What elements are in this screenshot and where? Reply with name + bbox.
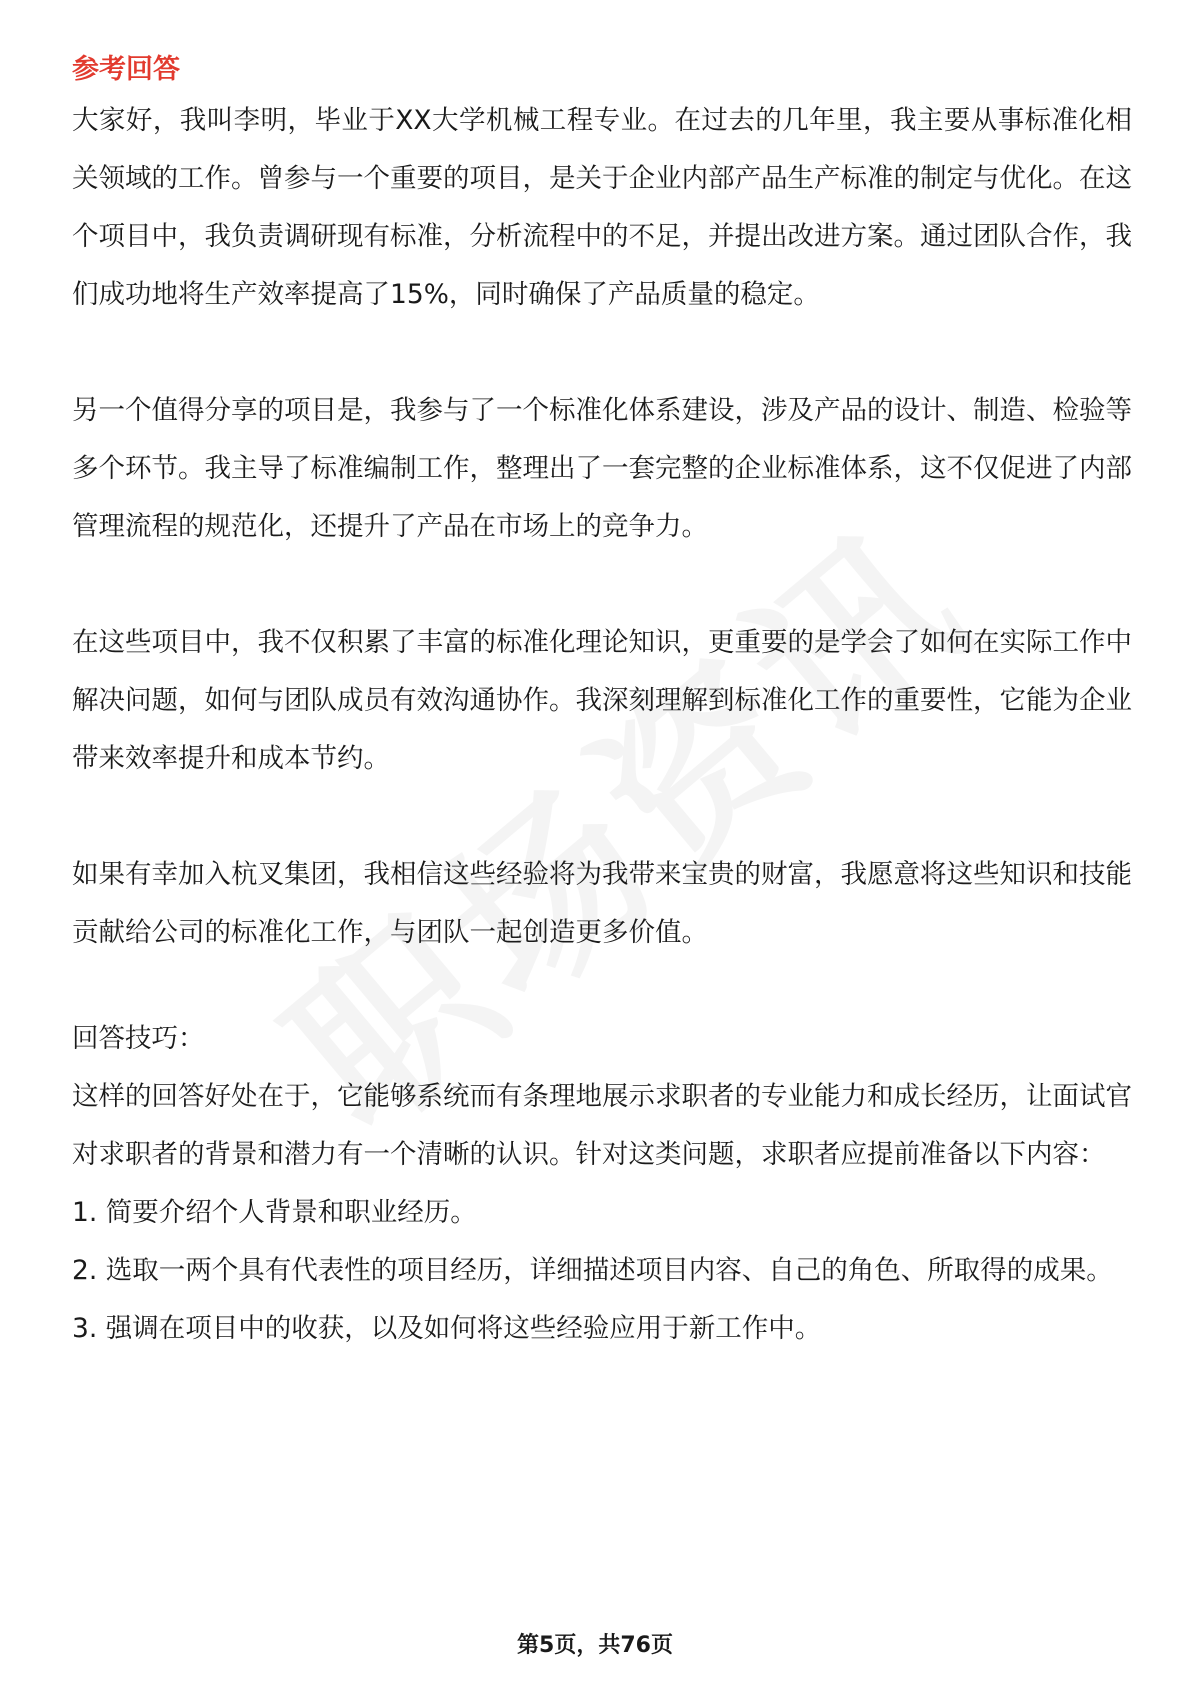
page-number: 第5页，共76页 <box>517 1633 673 1658</box>
tips-title: 回答技巧： <box>72 1023 205 1054</box>
section-heading: 参考回答 <box>72 54 180 85</box>
paragraph-spacer <box>72 788 1132 846</box>
paragraph-spacer <box>72 962 1132 1010</box>
answer-paragraph-1: 大家好，我叫李明，毕业于XX大学机械工程专业。在过去的几年里，我主要从事标准化相关领域的工作。曾参与一个重要的项目，是关于企业内部产品生产标准的制定与优化。在这个项目中，我负责调研现有标准，分析流程中的不足，并提出改进方案。通过团队合作，我们成功地将生产效率提高了15%，同时确保了产品质量的稳定。 <box>72 105 1132 310</box>
paragraph-spacer <box>72 556 1132 614</box>
tips-intro: 这样的回答好处在于，它能够系统而有条理地展示求职者的专业能力和成长经历，让面试官对求职者的背景和潜力有一个清晰的认识。针对这类问题，求职者应提前准备以下内容： <box>72 1081 1132 1170</box>
answer-paragraph-2: 另一个值得分享的项目是，我参与了一个标准化体系建设，涉及产品的设计、制造、检验等多个环节。我主导了标准编制工作，整理出了一套完整的企业标准体系，这不仅促进了内部管理流程的规范化，还提升了产品在市场上的竞争力。 <box>72 395 1132 542</box>
paragraph-spacer <box>72 324 1132 382</box>
answer-paragraph-3: 在这些项目中，我不仅积累了丰富的标准化理论知识，更重要的是学会了如何在实际工作中解决问题，如何与团队成员有效沟通协作。我深刻理解到标准化工作的重要性，它能为企业带来效率提升和成本节约。 <box>72 627 1132 774</box>
tips-list-item-3: 3. 强调在项目中的收获，以及如何将这些经验应用于新工作中。 <box>72 1313 822 1344</box>
tips-list-item-1: 1. 简要介绍个人背景和职业经历。 <box>72 1197 477 1228</box>
document-content <box>72 48 1132 1358</box>
answer-paragraph-4: 如果有幸加入杭叉集团，我相信这些经验将为我带来宝贵的财富，我愿意将这些知识和技能贡献给公司的标准化工作，与团队一起创造更多价值。 <box>72 859 1132 948</box>
tips-list-item-2: 2. 选取一两个具有代表性的项目经历，详细描述项目内容、自己的角色、所取得的成果。 <box>72 1255 1113 1286</box>
